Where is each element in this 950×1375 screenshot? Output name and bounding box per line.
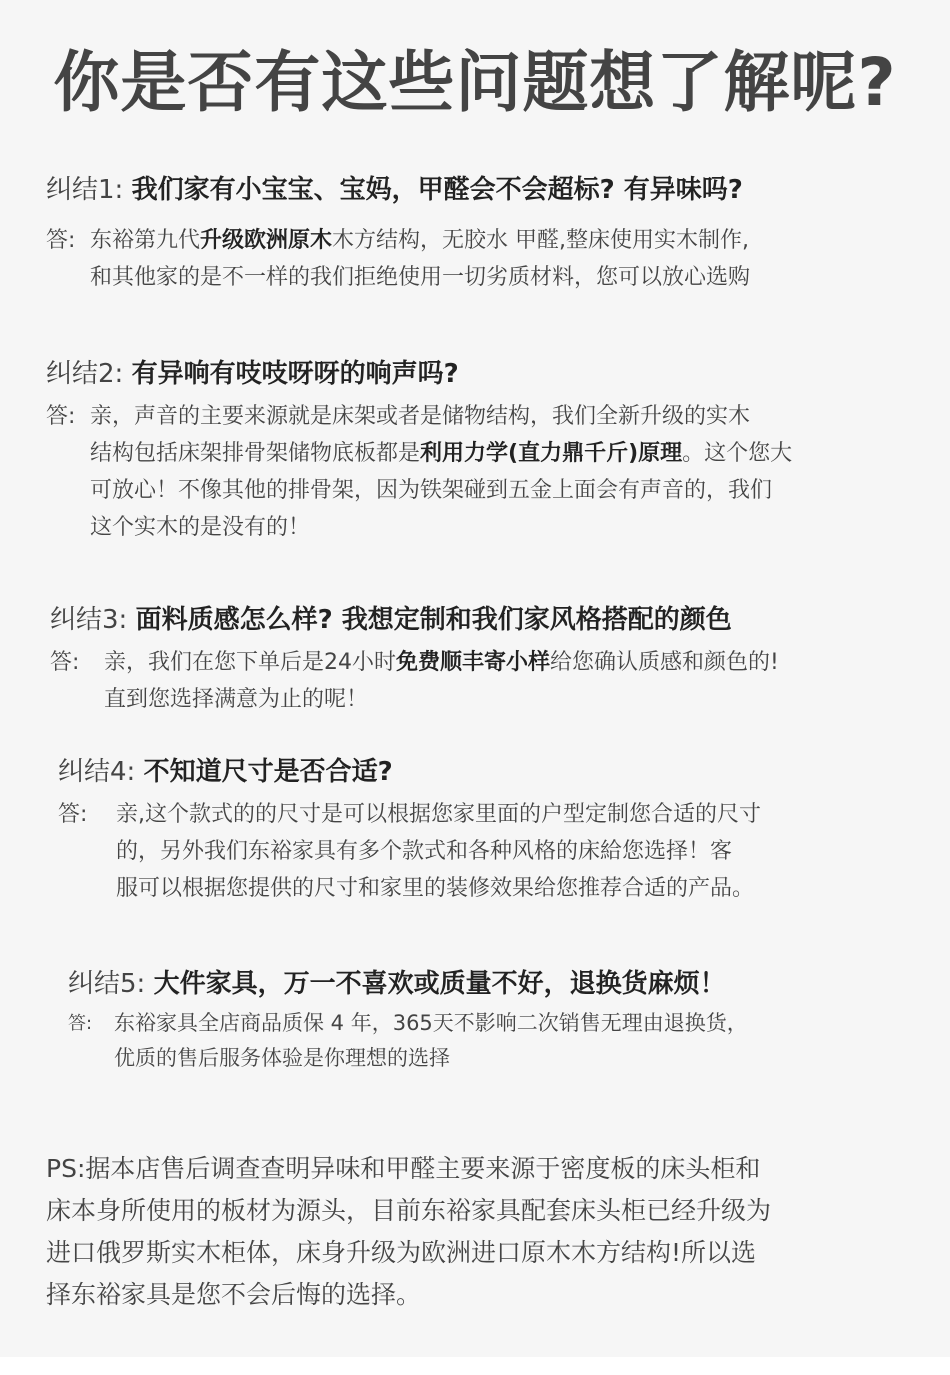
question-text: 有异响有吱吱呀呀的响声吗? bbox=[131, 359, 459, 389]
answer-line: 东裕第九代升级欧洲原木木方结构，无胶水 甲醛,整床使用实木制作, bbox=[90, 228, 750, 253]
qa-block-3 bbox=[50, 602, 779, 718]
answer-2 bbox=[46, 398, 792, 546]
answer-line: 直到您选择满意为止的呢！ bbox=[104, 687, 369, 712]
qa-block-1 bbox=[46, 172, 750, 296]
question-text: 面料质感怎么样? 我想定制和我们家风格搭配的颜色 bbox=[135, 605, 732, 635]
question-label: 纠结4: bbox=[58, 757, 136, 787]
answer-line: 服可以根据您提供的尺寸和家里的装修效果给您推荐合适的产品。 bbox=[116, 876, 755, 901]
answer-label: 答: bbox=[50, 650, 80, 675]
answer-line: 可放心！不像其他的排骨架，因为铁架碰到五金上面会有声音的，我们 bbox=[90, 478, 773, 503]
question-5 bbox=[68, 966, 748, 1002]
question-text: 大件家具，万一不喜欢或质量不好，退换货麻烦！ bbox=[153, 969, 726, 999]
answer-label: 答: bbox=[46, 228, 76, 253]
qa-block-2 bbox=[46, 356, 792, 546]
question-4 bbox=[58, 754, 761, 790]
ps-line: 进口俄罗斯实木柜体，床身升级为欧洲进口原木木方结构!所以选 bbox=[46, 1238, 757, 1267]
answer-1 bbox=[46, 222, 750, 296]
answer-label: 答: bbox=[46, 404, 76, 429]
qa-block-5 bbox=[68, 966, 748, 1076]
question-label: 纠结1: bbox=[46, 175, 124, 205]
answer-line: 结构包括床架排骨架储物底板都是利用力学(直力鼎千斤)原理。这个您大 bbox=[90, 441, 793, 466]
question-2 bbox=[46, 356, 792, 392]
answer-line: 和其他家的是不一样的我们拒绝使用一切劣质材料，您可以放心选购 bbox=[90, 265, 751, 290]
question-text: 我们家有小宝宝、宝妈，甲醛会不会超标? 有异味吗? bbox=[131, 175, 743, 205]
answer-line: 优质的售后服务体验是你理想的选择 bbox=[114, 1046, 450, 1070]
ps-line: 择东裕家具是您不会后悔的选择。 bbox=[46, 1280, 422, 1309]
answer-line: 亲，声音的主要来源就是床架或者是储物结构，我们全新升级的实木 bbox=[90, 404, 751, 429]
question-3 bbox=[50, 602, 779, 638]
question-label: 纠结2: bbox=[46, 359, 124, 389]
question-1 bbox=[46, 172, 750, 208]
bottom-divider bbox=[0, 1357, 950, 1375]
answer-line: 亲，我们在您下单后是24小时免费顺丰寄小样给您确认质感和颜色的! bbox=[104, 650, 779, 675]
answer-label: 答: bbox=[58, 802, 88, 827]
question-label: 纠结3: bbox=[50, 605, 128, 635]
answer-4 bbox=[58, 796, 761, 907]
question-label: 纠结5: bbox=[68, 969, 146, 999]
qa-block-4 bbox=[58, 754, 761, 907]
answer-line: 的，另外我们东裕家具有多个款式和各种风格的床給您选择！客 bbox=[116, 839, 733, 864]
page-title: 你是否有这些问题想了解呢? bbox=[53, 44, 897, 121]
answer-line: 亲,这个款式的的尺寸是可以根据您家里面的户型定制您合适的尺寸 bbox=[116, 802, 761, 827]
answer-5 bbox=[68, 1006, 748, 1076]
ps-line: PS:据本店售后调查查明异味和甲醛主要来源于密度板的床头柜和 bbox=[46, 1154, 761, 1183]
question-text: 不知道尺寸是否合适? bbox=[143, 757, 393, 787]
ps-note bbox=[46, 1148, 926, 1316]
answer-line: 这个实木的是没有的！ bbox=[90, 515, 311, 540]
answer-3 bbox=[50, 644, 779, 718]
answer-line: 东裕家具全店商品质保 4 年，365天不影响二次销售无理由退换货， bbox=[114, 1011, 748, 1035]
answer-label: 答: bbox=[68, 1013, 93, 1034]
ps-line: 床本身所使用的板材为源头，目前东裕家具配套床头柜已经升级为 bbox=[46, 1196, 772, 1225]
